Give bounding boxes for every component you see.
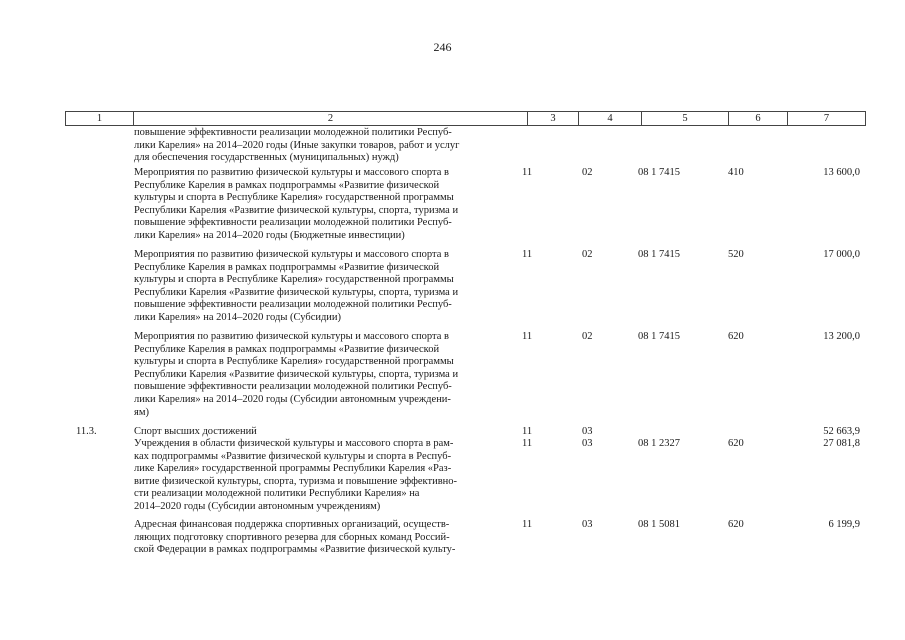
amount: 27 081,8 — [823, 438, 860, 449]
target-article-code: 08 1 7415 — [638, 167, 680, 178]
section-code: 11 — [522, 519, 533, 530]
column-header-2: 2 — [134, 112, 528, 125]
target-article-code: 08 1 2327 — [638, 438, 680, 449]
expense-type-code: 410 — [728, 167, 744, 178]
target-article-code: 08 1 5081 — [638, 519, 680, 530]
amount: 52 663,9 — [823, 426, 860, 437]
column-header-6: 6 — [729, 112, 788, 125]
target-article-code: 08 1 7415 — [638, 331, 680, 342]
subsection-code: 02 — [582, 167, 593, 178]
subsection-code: 02 — [582, 331, 593, 342]
section-code: 11 — [522, 331, 533, 342]
expense-type-code: 620 — [728, 331, 744, 342]
section-code: 11 — [522, 167, 533, 178]
amount: 17 000,0 — [823, 249, 860, 260]
row-description: Спорт высших достижений — [134, 426, 257, 437]
amount: 13 600,0 — [823, 167, 860, 178]
column-header-5: 5 — [642, 112, 729, 125]
section-code: 11 — [522, 426, 533, 437]
row-description: Учреждения в области физической культуры и массового спорта в рам- ках подпрограммы «Развитие физической культуры и спорта в Респуб- лике Карелия» государственной программы Республики Карелия «Раз- витие физической культуры, спорта, туризма и повышение эффективно- сти реализации молодежной политики Республики Карелия» на 2014–2020 годы (Субсидии автономным учреждениям) — [134, 438, 458, 512]
column-header-7: 7 — [788, 112, 866, 125]
expense-type-code: 620 — [728, 519, 744, 530]
section-code: 11 — [522, 438, 533, 449]
subsection-code: 03 — [582, 438, 593, 449]
row-description: Адресная финансовая поддержка спортивных организаций, осуществ- ляющих подготовку спортивного резерва для сборных команд Россий- ской Федерации в рамках подпрограммы «Развитие физической культу- — [134, 519, 456, 556]
target-article-code: 08 1 7415 — [638, 249, 680, 260]
column-header-3: 3 — [528, 112, 579, 125]
row-number: 11.3. — [76, 426, 97, 437]
amount: 6 199,9 — [828, 519, 860, 530]
row-description: Мероприятия по развитию физической культуры и массового спорта в Республике Карелия в рамках подпрограммы «Развитие физической культуры и спорта в Республике Карелия» государственной программы Республики Карелия «Развитие физической культуры, спорта, туризма и повышение эффективности реализации молодежной политики Респуб- лики Карелия» на 2014–2020 годы (Субсидии) — [134, 249, 459, 323]
column-header-1: 1 — [66, 112, 134, 125]
column-header-4: 4 — [579, 112, 642, 125]
row-description: повышение эффективности реализации молодежной политики Респуб- лики Карелия» на 2014–2020 годы (Иные закупки товаров, работ и услуг для обеспечения государственных (муниципальных) нужд) — [134, 127, 460, 164]
subsection-code: 03 — [582, 519, 593, 530]
page-number: 246 — [433, 40, 452, 54]
table-header — [65, 111, 866, 126]
subsection-code: 03 — [582, 426, 593, 437]
subsection-code: 02 — [582, 249, 593, 260]
row-description: Мероприятия по развитию физической культуры и массового спорта в Республике Карелия в рамках подпрограммы «Развитие физической культуры и спорта в Республике Карелия» государственной программы Республики Карелия «Развитие физической культуры, спорта, туризма и повышение эффективности реализации молодежной политики Респуб- лики Карелия» на 2014–2020 годы (Субсидии автономным учреждени- ям) — [134, 331, 459, 418]
row-description: Мероприятия по развитию физической культуры и массового спорта в Республике Карелия в рамках подпрограммы «Развитие физической культуры и спорта в Республике Карелия» государственной программы Республики Карелия «Развитие физической культуры, спорта, туризма и повышение эффективности реализации молодежной политики Респуб- лики Карелия» на 2014–2020 годы (Бюджетные инвестиции) — [134, 167, 459, 241]
expense-type-code: 520 — [728, 249, 744, 260]
amount: 13 200,0 — [823, 331, 860, 342]
expense-type-code: 620 — [728, 438, 744, 449]
section-code: 11 — [522, 249, 533, 260]
